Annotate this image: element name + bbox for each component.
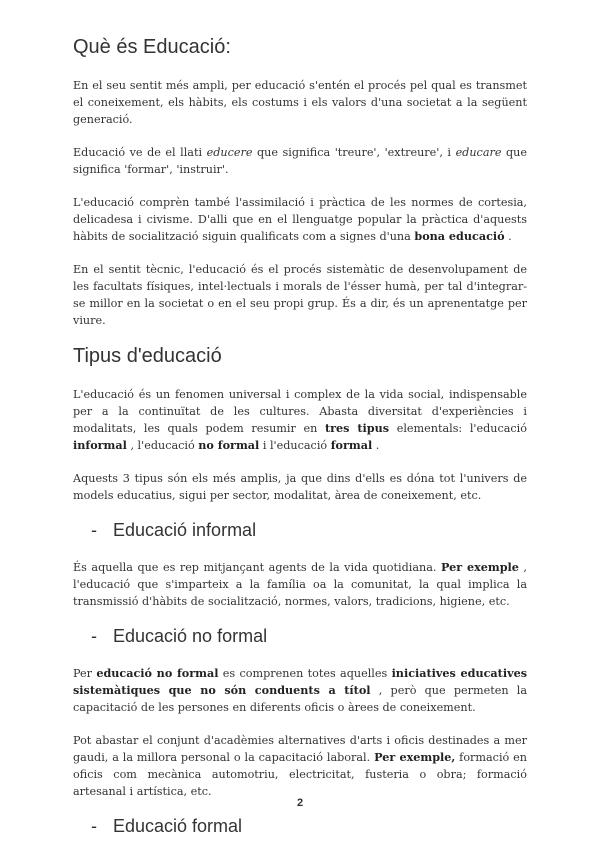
paragraph-technical: En el sentit tècnic, l'educació és el procés sistemàtic de desenvolupament de les facultats físiques, intel·lectuals i morals de l'ésser humà, per tal d'integrar-se millor en la societat o en el seu propi grup. És a dir, és un aprenentatge per viure. [73, 263, 527, 327]
subheading-no-formal: - Educació no formal [91, 626, 268, 646]
paragraph-no-formal: Per educació no formal es comprenen totes aquelles iniciatives educatives sistemàtiques que no són conduents a títol , però que permeten la capacitació de les persones en diferents oficis o àrees de coneixement. [73, 666, 527, 714]
subheading-formal: - Educació formal [91, 816, 243, 836]
title-heading: Què és Educació: [73, 36, 231, 58]
dash-marker: - [91, 816, 97, 836]
document-page [73, 36, 527, 855]
section-heading-tipus: Tipus d'educació [73, 345, 222, 367]
paragraph-no-formal-examples: Pot abastar el conjunt d'acadèmies alternatives d'arts i oficis destinades a mer gaudi, a la millora personal o la capacitació laboral. Per exemple, formació en oficis com mecànica automotriu, electricitat, fusteria o obra; formació artesanal i artística, etc. [73, 734, 527, 798]
paragraph-definition: En el seu sentit més ampli, per educació s'entén el procés pel qual es transmet el coneixement, els hàbits, els costums i els valors d'una societat a la següent generació. [73, 79, 527, 126]
paragraph-etymology: Educació ve de el llati educere que significa 'treure', 'extreure', i educare que significa 'formar', 'instruir'. [73, 146, 528, 176]
page-number: 2 [296, 797, 304, 809]
paragraph-types-scope: Aquests 3 tipus són els més amplis, ja que dins d'ells es dóna tot l'univers de models educatius, sigui per sector, modalitat, àrea de coneixement, etc. [73, 472, 527, 502]
dash-marker: - [91, 520, 97, 540]
paragraph-types-intro: L'educació és un fenomen universal i complex de la vida social, indispensable per a la continuïtat de les cultures. Abasta diversitat d'experiències i modalitats, les quals podem resumir en tres tipus elementals: l'educació informal , l'educació no formal i l'educació formal . [73, 388, 527, 452]
dash-marker: - [91, 626, 97, 646]
subheading-informal: - Educació informal [91, 520, 257, 540]
paragraph-informal: És aquella que es rep mitjançant agents de la vida quotidiana. Per exemple , l'educació que s'imparteix a la família oa la comunitat, la qual implica la transmissió d'hàbits de socialització, normes, valors, tradicions, higiene, etc. [73, 560, 527, 608]
paragraph-courtesy: L'educació comprèn també l'assimilació i pràctica de les normes de cortesia, delicadesa i civisme. D'alli que en el llenguatge popular la pràctica d'aquests hàbits de socialització siguin qualificats com a signes d'una bona educació . [73, 196, 527, 243]
